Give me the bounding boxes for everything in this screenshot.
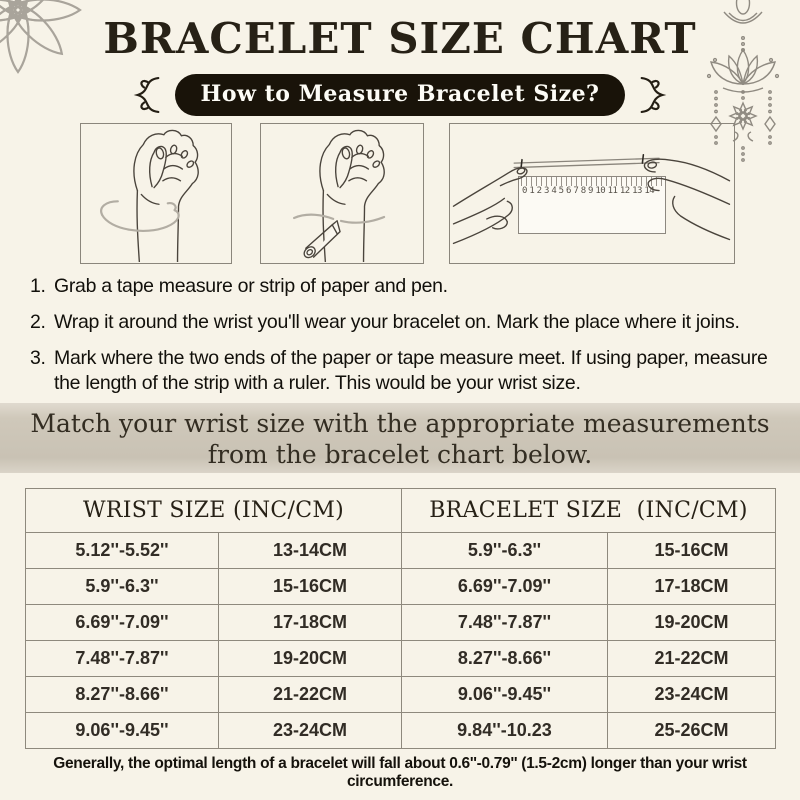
bracelet-inch-cell: 6.69''-7.09'' [402,569,608,605]
instructions-list [30,274,775,407]
table-row [26,641,776,677]
wrist-inch-cell: 6.69''-7.09'' [26,605,219,641]
wrist-inch-cell: 5.9''-6.3'' [26,569,219,605]
bracelet-cm-cell: 15-16CM [608,533,776,569]
ruler-scale-numbers: 0 1 2 3 4 5 6 7 8 9 10 11 12 13 14 [522,186,655,196]
bracelet-size-header: BRACELET SIZE (INC/CM) [402,489,776,533]
step3-illustration-ruler-measure [449,123,735,264]
step2-illustration-mark-wrist [260,123,424,264]
step-number: 3. [30,347,46,369]
badge-row [0,72,800,118]
bracelet-inch-cell: 7.48''-7.87'' [402,605,608,641]
brace-ornament-left-icon [131,72,163,118]
bracelet-cm-cell: 23-24CM [608,677,776,713]
step-number: 1. [30,275,46,297]
left-hand-icon [454,167,527,243]
instruction-step-2 [30,310,775,335]
banner-line-2: from the bracelet chart below. [207,440,593,469]
wrist-inch-cell: 5.12''-5.52'' [26,533,219,569]
section-badge: How to Measure Bracelet Size? [175,74,626,116]
wrist-cm-cell: 15-16CM [219,569,402,605]
wrist-cm-cell: 21-22CM [219,677,402,713]
paper-strip-icon [514,158,659,167]
bracelet-cm-cell: 19-20CM [608,605,776,641]
table-header-row [26,489,776,533]
match-size-banner [0,403,800,473]
wrist-cm-cell: 23-24CM [219,713,402,749]
marker-pen-icon [302,221,340,260]
banner-line-1: Match your wrist size with the appropriate measurements [30,409,770,438]
bracelet-inch-cell: 8.27''-8.66'' [402,641,608,677]
wrist-inch-cell: 8.27''-8.66'' [26,677,219,713]
footer-note: Generally, the optimal length of a bracelet will fall about 0.6''-0.79'' (1.5-2cm) longer than your wrist circumference. [53,755,747,790]
page-title: BRACELET SIZE CHART [103,14,697,63]
step-text: Mark where the two ends of the paper or tape measure meet. If using paper, measure the length of the strip with a ruler. This would be your wrist size. [54,347,768,394]
step1-illustration-wrap-tape [80,123,232,264]
size-table [25,488,776,749]
wrist-inch-cell: 7.48''-7.87'' [26,641,219,677]
wrist-inch-cell: 9.06''-9.45'' [26,713,219,749]
instruction-step-1 [30,274,775,299]
bracelet-cm-cell: 21-22CM [608,641,776,677]
table-row [26,677,776,713]
table-row [26,569,776,605]
step-number: 2. [30,311,46,333]
tape-loop-icon [101,201,179,231]
bracelet-inch-cell: 9.06''-9.45'' [402,677,608,713]
wrist-cm-cell: 19-20CM [219,641,402,677]
wrist-cm-cell: 13-14CM [219,533,402,569]
wrist-mark-line-icon [294,215,384,223]
table-row [26,605,776,641]
step-text: Grab a tape measure or strip of paper and pen. [54,275,448,297]
bracelet-inch-cell: 5.9''-6.3'' [402,533,608,569]
wrist-size-header: WRIST SIZE (INC/CM) [26,489,402,533]
table-row [26,713,776,749]
step-text: Wrap it around the wrist you'll wear your bracelet on. Mark the place where it joins. [54,311,740,333]
wrist-cm-cell: 17-18CM [219,605,402,641]
brace-ornament-right-icon [637,72,669,118]
bracelet-inch-cell: 9.84''-10.23 [402,713,608,749]
bracelet-cm-cell: 25-26CM [608,713,776,749]
instruction-step-3 [30,346,775,396]
bracelet-cm-cell: 17-18CM [608,569,776,605]
right-hand-icon [644,159,729,239]
table-row [26,533,776,569]
